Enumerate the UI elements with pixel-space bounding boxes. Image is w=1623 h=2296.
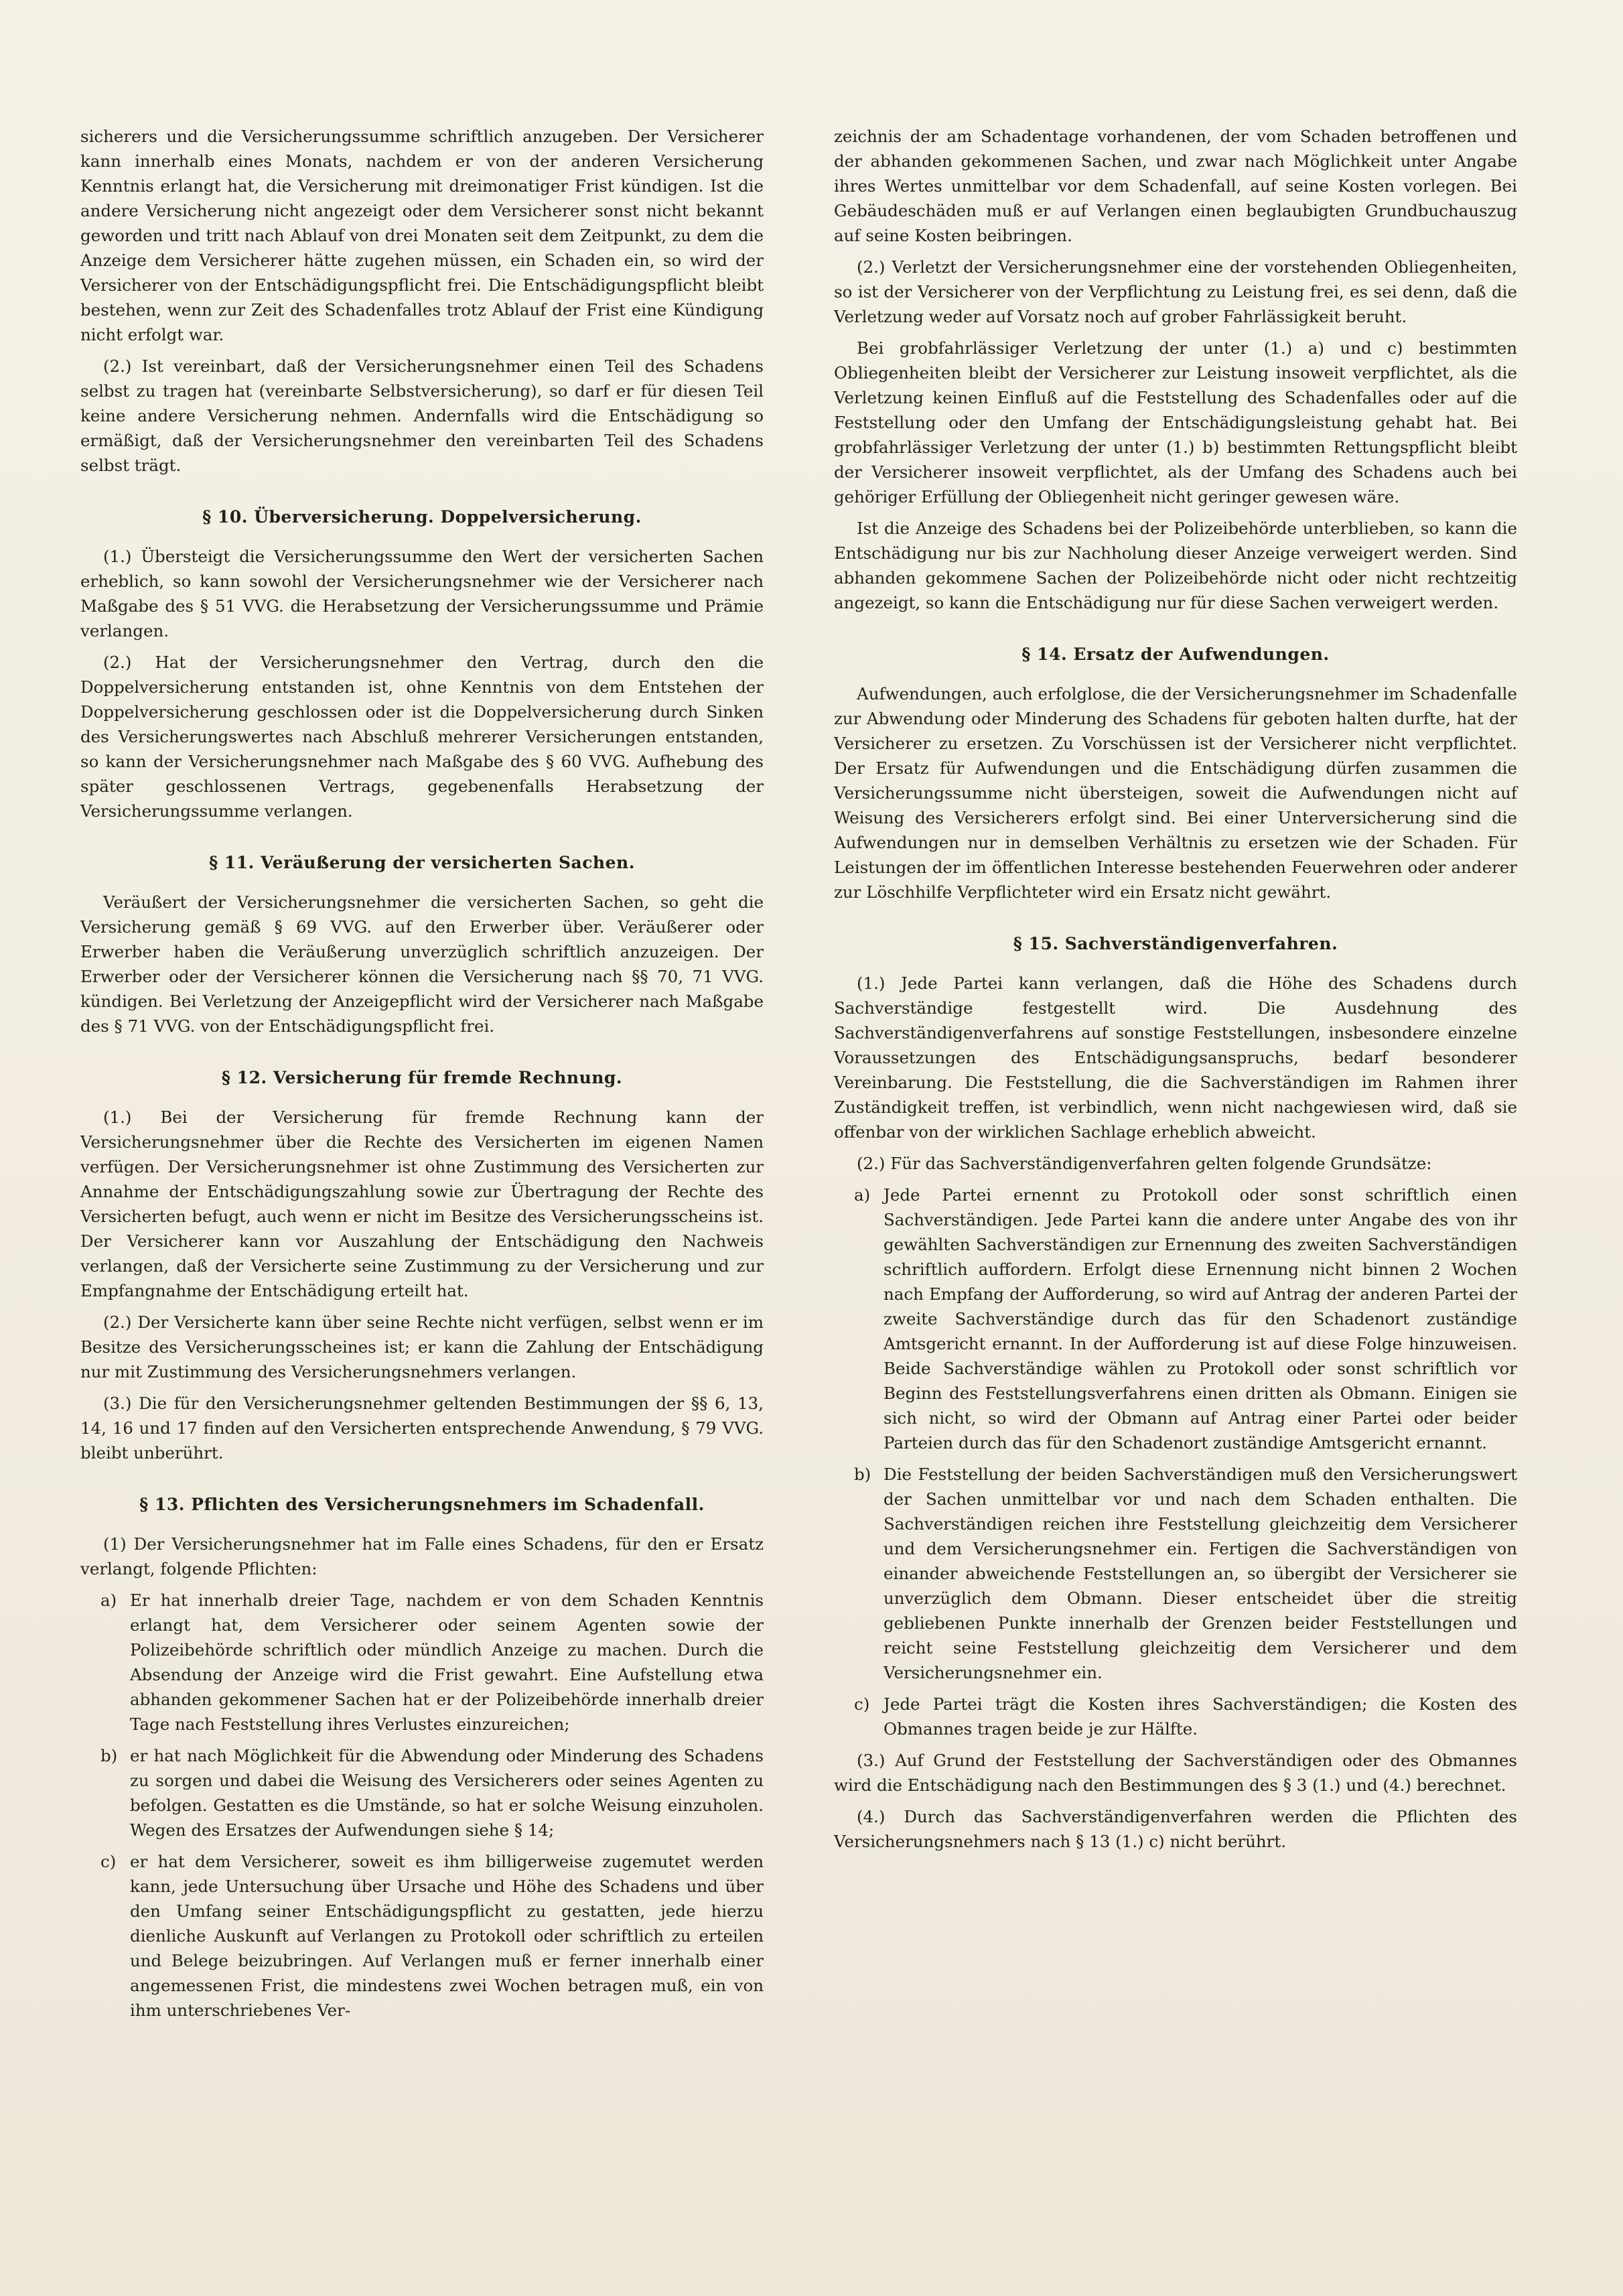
section-heading: § 15. Sachverständigenverfahren. <box>1013 934 1338 953</box>
list-item <box>100 1849 764 2023</box>
list-item <box>854 1183 1517 1455</box>
list-item-label: c) <box>854 1694 870 1714</box>
list-item-text: Er hat innerhalb dreier Tage, nachdem er von dem Schaden Kenntnis erlangt hat, dem Versicherer oder seinem Agenten sowie der Polizeibehörde schriftlich oder mündlich Anzeige zu machen. Durch die Absendung der Anzeige wird die Frist gewahrt. Eine Aufstellung etwa abhanden gekommener Sachen hat er der Polizeibehörde innerhalb dreier Tage nach Feststellung ihres Verlustes einzureichen; <box>130 1591 764 1734</box>
paragraph: (2.) Für das Sachverständigenverfahren gelten folgende Grundsätze: <box>857 1154 1432 1173</box>
paragraph: (1.) Übersteigt die Versicherungssumme den Wert der versicherten Sachen erheblich, so kann sowohl der Versicherungsnehmer wie der Versicherer nach Maßgabe des § 51 VVG. die Herabsetzung der Versicherungssumme und Prämie verlangen. <box>80 547 764 640</box>
paragraph: (1) Der Versicherungsnehmer hat im Falle eines Schadens, für den er Ersatz verlangt, folgende Pflichten: <box>80 1534 764 1578</box>
section-heading: § 12. Versicherung für fremde Rechnung. <box>221 1068 623 1087</box>
list-item <box>100 1743 764 1842</box>
list-item-label: a) <box>100 1591 117 1610</box>
list-item <box>854 1692 1517 1741</box>
paragraph: Ist die Anzeige des Schadens bei der Polizeibehörde unterblieben, so kann die Entschädigung nur bis zur Nachholung dieser Anzeige verweigert werden. Sind abhanden gekommene Sachen der Polizeibehörde nicht oder nicht rechtzeitig angezeigt, so kann die Entschädigung nur für diese Sachen verweigert werden. <box>834 519 1517 612</box>
paragraph: Aufwendungen, auch erfolglose, die der Versicherungsnehmer im Schadenfalle zur Abwendung oder Minderung des Schadens für geboten halten durfte, hat der Versicherer zu ersetzen. Zu Vorschüssen ist der Versicherer nicht verpflichtet. Der Ersatz für Aufwendungen und die Entschädigung dürfen zusammen die Versicherungssumme nicht übersteigen, soweit die Aufwendungen nicht auf Weisung des Versicherers erfolgt sind. Bei einer Unterversicherung sind die Aufwendungen nur in demselben Verhältnis zu ersetzen wie der Schaden. Für Leistungen der im öffentlichen Interesse bestehenden Feuerwehren oder anderer zur Löschhilfe Verpflichteter wird ein Ersatz nicht gewährt. <box>834 684 1517 902</box>
list-item-label: a) <box>854 1185 871 1205</box>
paragraph: (1.) Jede Partei kann verlangen, daß die Höhe des Schadens durch Sachverständige festgestellt wird. Die Ausdehnung des Sachverständigenverfahrens auf sonstige Feststellungen, insbesondere einzelne Voraussetzungen des Entschädigungsanspruchs, bedarf besonderer Vereinbarung. Die Feststellung, die die Sachverständigen im Rahmen ihrer Zuständigkeit treffen, ist verbindlich, wenn nicht nachgewiesen wird, daß sie offenbar von der wirklichen Sachlage erheblich abweicht. <box>834 973 1517 1142</box>
list-item <box>854 1462 1517 1685</box>
section-heading: § 14. Ersatz der Aufwendungen. <box>1021 645 1330 664</box>
paragraph: (2.) Hat der Versicherungsnehmer den Vertrag, durch den die Doppelversicherung entstanden ist, ohne Kenntnis von dem Entstehen der Doppelversicherung geschlossen oder ist die Doppelversicherung durch Sinken des Versicherungswertes nach Abschluß mehrerer Versicherungen entstanden, so kann der Versicherungsnehmer nach Maßgabe des § 60 VVG. Aufhebung des später geschlossenen Vertrags, gegebenenfalls Herabsetzung der Versicherungssumme verlangen. <box>80 653 764 821</box>
paragraph: (1.) Bei der Versicherung für fremde Rechnung kann der Versicherungsnehmer über die Rechte des Versicherten im eigenen Namen verfügen. Der Versicherungsnehmer ist ohne Zustimmung des Versicherten zur Annahme der Entschädigungszahlung sowie zur Übertragung der Rechte des Versicherten befugt, auch wenn er nicht im Besitze des Versicherungsscheins ist. Der Versicherer kann vor Auszahlung der Entschädigung den Nachweis verlangen, daß der Versicherte seine Zustimmung zu der Versicherung und zur Empfangnahme der Entschädigung erteilt hat. <box>80 1107 764 1300</box>
list-item-label: b) <box>100 1746 118 1765</box>
paragraph: (2.) Der Versicherte kann über seine Rechte nicht verfügen, selbst wenn er im Besitze des Versicherungsscheines ist; er kann die Zahlung der Entschädigung nur mit Zustimmung des Versicherungsnehmers verlangen. <box>80 1312 764 1381</box>
paragraph: (3.) Auf Grund der Feststellung der Sachverständigen oder des Obmannes wird die Entschädigung nach den Bestimmungen des § 3 (1.) und (4.) berechnet. <box>834 1751 1517 1795</box>
list-item-text: Die Feststellung der beiden Sachverständigen muß den Versicherungswert der Sachen unmittelbar vor und nach dem Schaden enthalten. Die Sachverständigen reichen ihre Feststellung gleichzeitig dem Versicherer und dem Versicherungsnehmer ein. Fertigen die Sachverständigen von einander abweichende Feststellungen an, so übergibt der Versicherer sie unverzüglich dem Obmann. Dieser entscheidet über die streitig gebliebenen Punkte innerhalb der Grenzen beider Feststellungen und reicht seine Feststellung gleichzeitig dem Versicherer und dem Versicherungsnehmer ein. <box>884 1465 1517 1682</box>
list-item <box>100 1588 764 1737</box>
list-item-text: er hat dem Versicherer, soweit es ihm billigerweise zugemutet werden kann, jede Untersuchung über Ursache und Höhe des Schadens und über den Umfang seiner Entschädigungspflicht zu gestatten, jede hierzu dienliche Auskunft auf Verlangen zu Protokoll oder schriftlich zu erteilen und Belege beizubringen. Auf Verlangen muß er ferner innerhalb einer angemessenen Frist, die mindestens zwei Wochen betragen muß, ein von ihm unterschriebenes Ver- <box>130 1852 764 2020</box>
paragraph: (4.) Durch das Sachverständigenverfahren werden die Pflichten des Versicherungsnehmers nach § 13 (1.) c) nicht berührt. <box>834 1807 1517 1851</box>
paragraph: (3.) Die für den Versicherungsnehmer geltenden Bestimmungen der §§ 6, 13, 14, 16 und 17 finden auf den Versicherten entsprechende Anwendung, § 79 VVG. bleibt unberührt. <box>80 1394 764 1463</box>
section-heading: § 10. Überversicherung. Doppelversicherung. <box>202 507 642 527</box>
section-heading: § 11. Veräußerung der versicherten Sachen. <box>209 853 635 872</box>
list-item-text: Jede Partei ernennt zu Protokoll oder sonst schriftlich einen Sachverständigen. Jede Partei kann die andere unter Angabe des von ihr gewählten Sachverständigen zur Ernennung des zweiten Sachverständigen schriftlich auffordern. Erfolgt diese Ernennung nicht binnen 2 Wochen nach Empfang der Aufforderung, so wird auf Antrag der anderen Partei der zweite Sachverständige durch das für den Schadenort zuständige Amtsgericht ernannt. In der Aufforderung ist auf diese Folge hinzuweisen. Beide Sachverständige wählen zu Protokoll oder sonst schriftlich vor Beginn des Feststellungsverfahrens einen dritten als Obmann. Einigen sie sich nicht, so wird der Obmann auf Antrag einer Partei oder beider Parteien durch das für den Schadenort zuständige Amtsgericht ernannt. <box>884 1185 1517 1453</box>
paragraph: (2.) Ist vereinbart, daß der Versicherungsnehmer einen Teil des Schadens selbst zu tragen hat (vereinbarte Selbstversicherung), so darf er für diesen Teil keine andere Versicherung nehmen. Andernfalls wird die Entschädigung so ermäßigt, daß der Versicherungsnehmer den vereinbarten Teil des Schadens selbst trägt. <box>80 356 764 475</box>
paragraph: (2.) Verletzt der Versicherungsnehmer eine der vorstehenden Obliegenheiten, so ist der Versicherer von der Verpflichtung zu Leistung frei, es sei denn, daß die Verletzung weder auf Vorsatz noch auf grober Fahrlässigkeit beruht. <box>834 257 1517 326</box>
paragraph: zeichnis der am Schadentage vorhandenen, der vom Schaden betroffenen und der abhanden gekommenen Sachen, und zwar nach Möglichkeit unter Angabe ihres Wertes unmittelbar vor dem Schadenfall, auf seine Kosten vorlegen. Bei Gebäudeschäden muß er auf Verlangen einen beglaubigten Grundbuchauszug auf seine Kosten beibringen. <box>834 127 1517 245</box>
list-item-label: c) <box>100 1852 117 1871</box>
list-item-text: Jede Partei trägt die Kosten ihres Sachverständigen; die Kosten des Obmannes tragen beide je zur Hälfte. <box>884 1694 1517 1739</box>
list-item-text: er hat nach Möglichkeit für die Abwendung oder Minderung des Schadens zu sorgen und dabei die Weisung des Versicherers oder seines Agenten zu befolgen. Gestatten es die Umstände, so hat er solche Weisung einzuholen. Wegen des Ersatzes der Aufwendungen siehe § 14; <box>130 1746 764 1840</box>
paragraph: Bei grobfahrlässiger Verletzung der unter (1.) a) und c) bestimmten Obliegenheiten bleibt der Versicherer zur Leistung insoweit verpflichtet, als die Verletzung keinen Einfluß auf die Feststellung des Schadenfalles oder auf die Feststellung oder den Umfang der Entschädigungsleistung gehabt hat. Bei grobfahrlässiger Verletzung der unter (1.) b) bestimmten Rettungspflicht bleibt der Versicherer insoweit verpflichtet, als der Umfang des Schadens auch bei gehöriger Erfüllung der Obliegenheit nicht geringer gewesen wäre. <box>834 338 1517 507</box>
list-item-label: b) <box>854 1465 871 1484</box>
left-column <box>80 124 764 2029</box>
paragraph: Veräußert der Versicherungsnehmer die versicherten Sachen, so geht die Versicherung gemäß § 69 VVG. auf den Erwerber über. Veräußerer oder Erwerber haben die Veräußerung unverzüglich schriftlich anzuzeigen. Der Erwerber oder der Versicherer können die Versicherung nach §§ 70, 71 VVG. kündigen. Bei Verletzung der Anzeigepflicht wird der Versicherer nach Maßgabe des § 71 VVG. von der Entschädigungspflicht frei. <box>80 892 764 1036</box>
paragraph: sicherers und die Versicherungssumme schriftlich anzugeben. Der Versicherer kann innerhalb eines Monats, nachdem er von der anderen Versicherung Kenntnis erlangt hat, die Versicherung mit dreimonatiger Frist kündigen. Ist die andere Versicherung nicht angezeigt oder dem Versicherer sonst nicht bekannt geworden und tritt nach Ablauf von drei Monaten seit dem Zeitpunkt, zu dem die Anzeige dem Versicherer hätte zugehen müssen, ein Schaden ein, so wird der Versicherer von der Entschädigungspflicht frei. Die Entschädigungspflicht bleibt bestehen, wenn zur Zeit des Schadenfalles trotz Ablauf der Frist eine Kündigung nicht erfolgt war. <box>80 127 764 344</box>
right-column <box>834 124 1517 1861</box>
section-heading: § 13. Pflichten des Versicherungsnehmers im Schadenfall. <box>139 1495 705 1514</box>
